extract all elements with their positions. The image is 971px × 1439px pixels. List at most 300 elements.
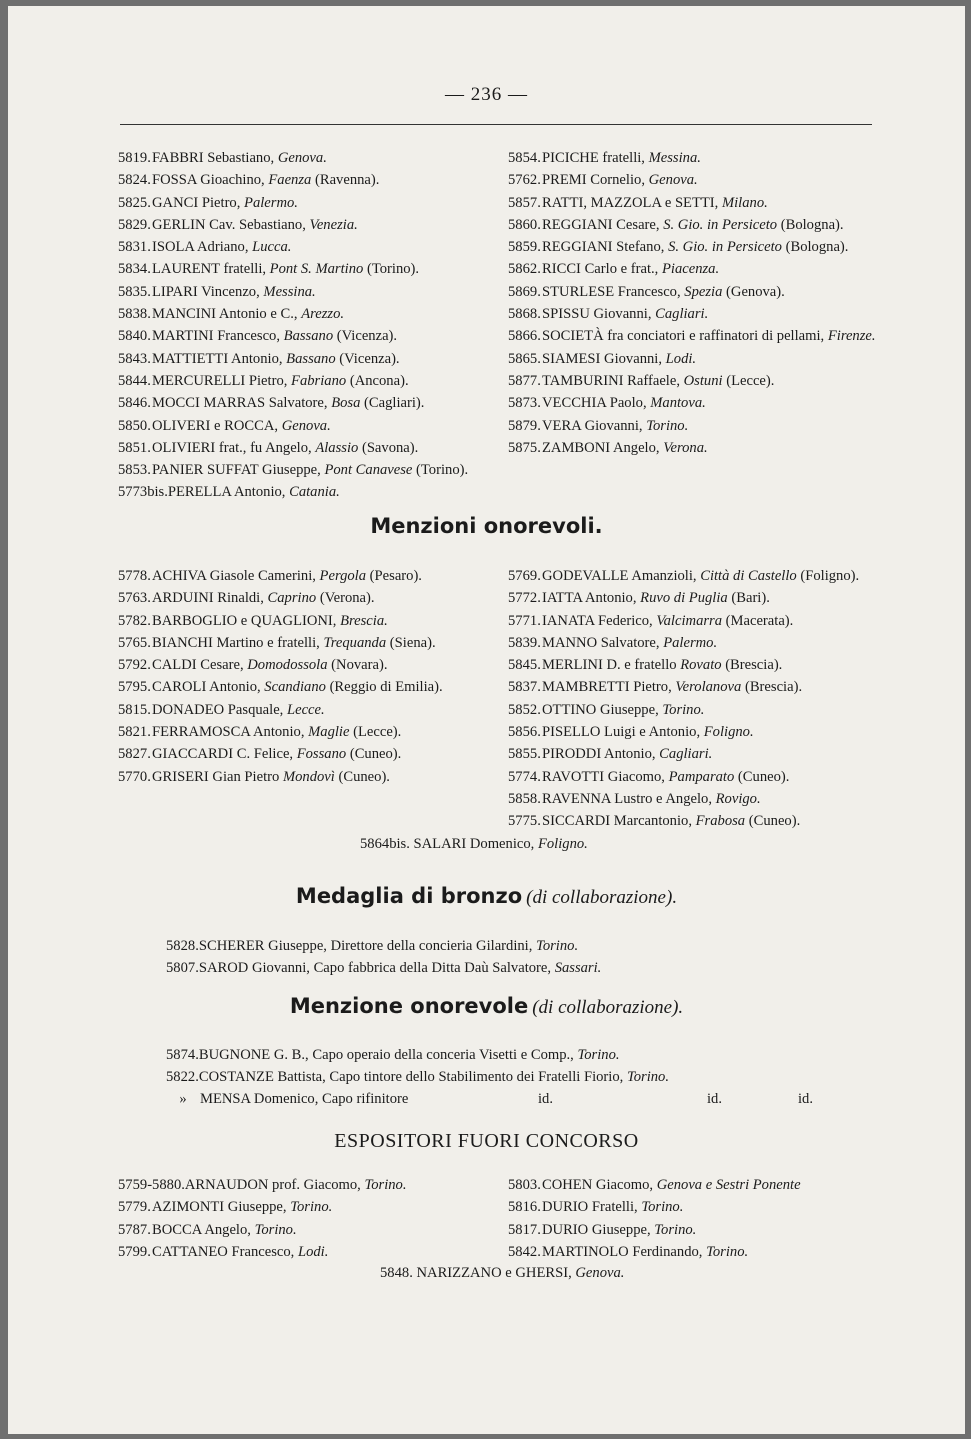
mensa-id-2: id.: [707, 1091, 722, 1107]
entry-place: Faenza: [268, 172, 312, 189]
entry-province: (Cuneo).: [334, 768, 390, 785]
entry-place: Fossano: [296, 746, 347, 763]
entry-place: Sassari.: [554, 960, 602, 977]
exhibitor-list-right: [508, 147, 878, 459]
entry-name: PANIER SUFFAT Giuseppe,: [152, 462, 325, 479]
entry-place: Frabosa: [695, 813, 746, 830]
entry-name: BARBOGLIO e QUAGLIONI,: [152, 612, 341, 629]
entry-name: RATTI, MAZZOLA e SETTI,: [542, 194, 722, 211]
entry-number: 5837.: [508, 679, 541, 696]
entry-number: 5819.: [118, 150, 151, 166]
entry-name: GRISERI Gian Pietro: [152, 768, 283, 785]
entry-place: Rovato: [680, 657, 722, 674]
entry-number: 5834.: [118, 261, 151, 278]
entry-number: 5853.: [118, 462, 151, 479]
list-item: [118, 610, 490, 632]
entry-place: Caprino: [267, 590, 317, 607]
menzioni-list-left: [118, 565, 490, 788]
entry-number: 5763.: [118, 590, 151, 607]
menzione-list: [166, 1044, 669, 1089]
entry-number: 5856.: [508, 724, 541, 741]
entry-name: PREMI Cornelio,: [542, 172, 649, 189]
entry-province: (Verona).: [316, 590, 375, 607]
entry-province: (Foligno).: [796, 568, 860, 584]
entry-place: Verolanova: [675, 679, 742, 696]
entry-place: S. Gio. in Persiceto: [668, 239, 782, 256]
list-item: [508, 610, 878, 632]
list-item: [118, 258, 490, 280]
entry-place: Arezzo.: [301, 306, 345, 323]
mensa-marker: »: [179, 1091, 187, 1107]
entry-number: 5854.: [508, 150, 541, 166]
entry-number: 5774.: [508, 768, 541, 785]
entry-place: Bassano: [283, 328, 334, 345]
list-item: [508, 587, 878, 609]
entry-number: 5840.: [118, 328, 151, 345]
entry-place: Genova.: [648, 172, 698, 189]
header-rule: [120, 124, 872, 125]
entry-name: ISOLA Adriano,: [152, 239, 253, 256]
list-item: [118, 392, 490, 414]
entry-place: Palermo.: [663, 634, 718, 651]
entry-name: LAURENT fratelli,: [152, 261, 270, 278]
entry-number: 5868.: [508, 306, 541, 323]
entry-name: PERELLA Antonio,: [167, 484, 290, 501]
entry-place: Torino.: [706, 1243, 749, 1260]
entry-name: CAROLI Antonio,: [152, 679, 265, 696]
entry-name: DURIO Giuseppe,: [542, 1221, 655, 1238]
entry-number: 5857.: [508, 194, 541, 211]
list-item: [166, 957, 601, 979]
medaglia-heading-title: Medaglia di bronzo: [295, 884, 523, 908]
entry-province: (Cuneo).: [346, 746, 402, 763]
entry-province: (Lecce).: [349, 724, 402, 741]
entry-place: Pont Canavese: [324, 462, 413, 479]
entry-number: 5770.: [118, 768, 151, 785]
entry-name: VERA Giovanni,: [542, 417, 647, 434]
list-item: [118, 147, 490, 169]
entry-number: 5795.: [118, 679, 151, 696]
mensa-id-1: id.: [538, 1091, 553, 1107]
medaglia-heading-sub: (di collaborazione).: [526, 887, 678, 908]
mensa-id-3: id.: [798, 1091, 813, 1107]
entry-name: PIRODDI Antonio,: [542, 746, 660, 763]
entry-place: Trequanda: [323, 634, 387, 651]
exhibitor-list-left: [118, 147, 490, 504]
entry-number: 5879.: [508, 417, 541, 434]
entry-name: TAMBURINI Raffaele,: [542, 372, 684, 389]
entry-number: 5844.: [118, 372, 151, 389]
entry-name: OLIVIERI frat., fu Angelo,: [152, 439, 316, 456]
entry-place: Palermo.: [244, 194, 298, 211]
entry-province: (Vicenza).: [335, 350, 400, 367]
entry-number: 5828.: [166, 938, 199, 954]
entry-number: 5869.: [508, 283, 541, 300]
list-item: [508, 1219, 888, 1241]
list-item: [118, 565, 490, 587]
entry-number: 5822.: [166, 1069, 199, 1086]
list-item: [508, 654, 878, 676]
list-item: [508, 258, 878, 280]
entry-place: Ostuni: [683, 372, 723, 389]
list-item: [508, 325, 878, 347]
list-item: [508, 147, 878, 169]
entry-place: Torino.: [364, 1177, 407, 1193]
list-item: [118, 676, 490, 698]
entry-place: Brescia.: [340, 612, 388, 629]
list-item: [118, 370, 490, 392]
menzione-heading: [8, 994, 965, 1019]
list-item: [118, 437, 490, 459]
entry-number: 5772.: [508, 590, 541, 607]
entry-number: 5858.: [508, 790, 541, 807]
entry-name: AZIMONTI Giuseppe,: [152, 1199, 291, 1216]
entry-number: 5779.: [118, 1199, 151, 1216]
entry-place: Torino.: [577, 1047, 620, 1063]
entry-name: COSTANZE Battista, Capo tintore dello Stabilimento dei Fratelli Fiorio,: [198, 1069, 627, 1086]
page-number: — 236 —: [445, 84, 528, 105]
entry-name: LIPARI Vincenzo,: [152, 283, 264, 300]
list-item: [508, 281, 878, 303]
entry-name: MOCCI MARRAS Salvatore,: [152, 395, 332, 412]
entry-name: FERRAMOSCA Antonio,: [152, 724, 309, 741]
entry-name: GERLIN Cav. Sebastiano,: [152, 216, 310, 233]
entry-name: OLIVERI e ROCCA,: [152, 417, 282, 434]
list-item: [118, 459, 490, 481]
entry-province: (Siena).: [386, 634, 436, 651]
entry-place: Torino.: [254, 1221, 297, 1238]
entry-place: Torino.: [290, 1199, 333, 1216]
entry-name: COHEN Giacomo,: [542, 1177, 657, 1193]
entry-number: 5845.: [508, 657, 541, 674]
entry-name: MERCURELLI Pietro,: [152, 372, 292, 389]
entry-number: 5860.: [508, 216, 541, 233]
list-item: [508, 437, 878, 459]
list-item: [118, 766, 490, 788]
entry-number: 5835.: [118, 283, 151, 300]
mensa-text: MENSA Domenico, Capo rifinitore: [200, 1091, 409, 1107]
list-item: [508, 303, 878, 325]
list-item: [118, 743, 490, 765]
entry-number: 5839.: [508, 634, 541, 651]
list-item: [508, 699, 878, 721]
entry-place: Mantova.: [650, 395, 706, 412]
list-item: [166, 1044, 669, 1066]
entry-number: 5875.: [508, 439, 541, 456]
entry-name: DURIO Fratelli,: [542, 1199, 642, 1216]
entry-place: Torino.: [662, 701, 705, 718]
entry-place: Torino.: [654, 1221, 697, 1238]
entry-place: Firenze.: [827, 328, 876, 345]
entry-place: Verona.: [663, 439, 708, 456]
entry-place: Fabriano: [291, 372, 347, 389]
list-item: [118, 632, 490, 654]
entry-number: 5803.: [508, 1177, 541, 1193]
entry-place: Lucca.: [252, 239, 292, 256]
entry-number: 5771.: [508, 612, 541, 629]
entry-number: 5859.: [508, 239, 541, 256]
entry-name: NARIZZANO e GHERSI,: [416, 1265, 576, 1281]
entry-place: Messina.: [648, 150, 701, 166]
entry-name: GIACCARDI C. Felice,: [152, 746, 297, 763]
entry-number: 5821.: [118, 724, 151, 741]
entry-number: 5866.: [508, 328, 541, 345]
entry-name: VECCHIA Paolo,: [542, 395, 651, 412]
list-item: [508, 565, 878, 587]
entry-place: Bosa: [331, 395, 361, 412]
entry-place: Lodi.: [665, 350, 697, 367]
list-item: [118, 1241, 498, 1263]
list-item: [118, 214, 490, 236]
entry-name: ZAMBONI Angelo,: [542, 439, 664, 456]
entry-place: Piacenza.: [661, 261, 720, 278]
entry-number: 5846.: [118, 395, 151, 412]
entry-province: (Lecce).: [722, 372, 775, 389]
entry-name: PICICHE fratelli,: [542, 150, 649, 166]
list-item: [508, 766, 878, 788]
list-item: [508, 632, 878, 654]
menzione-heading-sub: (di collaborazione).: [532, 997, 684, 1018]
entry-number: 5827.: [118, 746, 151, 763]
entry-province: (Torino).: [363, 261, 420, 278]
entry-province: (Genova).: [722, 283, 785, 300]
list-item: [508, 415, 878, 437]
entry-place: Pamparato: [668, 768, 735, 785]
entry-place: Cagliari.: [659, 746, 713, 763]
entry-name: GANCI Pietro,: [152, 194, 245, 211]
entry-number: 5824.: [118, 172, 151, 189]
entry-number: 5787.: [118, 1221, 151, 1238]
entry-province: (Savona).: [358, 439, 419, 456]
list-item: [118, 192, 490, 214]
entry-number: 5843.: [118, 350, 151, 367]
list-item: [118, 415, 490, 437]
entry-number: 5851.: [118, 439, 151, 456]
entry-province: (Ravenna).: [311, 172, 380, 189]
entry-place: Foligno.: [537, 836, 588, 852]
list-item: [118, 699, 490, 721]
entry-place: Genova.: [281, 417, 331, 434]
entry-name: BOCCA Angelo,: [152, 1221, 255, 1238]
espositori-list-left: [118, 1174, 498, 1263]
list-item: [118, 1219, 498, 1241]
entry-number: 5782.: [118, 612, 151, 629]
entry-place: Genova e Sestri Ponente: [656, 1177, 801, 1193]
entry-province: (Macerata).: [722, 612, 794, 629]
entry-place: Torino.: [536, 938, 579, 954]
list-item: [508, 743, 878, 765]
entry-name: PISELLO Luigi e Antonio,: [542, 724, 704, 741]
entry-province: (Cuneo).: [734, 768, 790, 785]
list-item: [508, 1196, 888, 1218]
entry-number: 5769.: [508, 568, 541, 584]
entry-number: 5775.: [508, 813, 541, 830]
entry-name: MERLINI D. e fratello: [542, 657, 681, 674]
entry-place: Venezia.: [309, 216, 358, 233]
entry-number: 5829.: [118, 216, 151, 233]
espositori-heading: ESPOSITORI FUORI CONCORSO: [334, 1130, 639, 1152]
entry-place: Pont S. Martino: [269, 261, 364, 278]
entry-name: MARTINI Francesco,: [152, 328, 284, 345]
entry-number: 5877.: [508, 372, 541, 389]
entry-number: 5799.: [118, 1243, 151, 1260]
entry-province: (Novara).: [327, 657, 388, 674]
entry-number: 5792.: [118, 657, 151, 674]
entry-place: Spezia: [684, 283, 723, 300]
list-item: [508, 169, 878, 191]
entry-number: 5873.: [508, 395, 541, 412]
entry-province: (Torino).: [412, 462, 469, 479]
entry-place: Alassio: [315, 439, 359, 456]
entry-name: RAVOTTI Giacomo,: [542, 768, 669, 785]
entry-name: RICCI Carlo e frat.,: [542, 261, 662, 278]
list-item: [118, 348, 490, 370]
list-item: [508, 788, 878, 810]
entry-place: Scandiano: [264, 679, 326, 696]
entry-name: BUGNONE G. B., Capo operaio della conceria Visetti e Comp.,: [198, 1047, 578, 1063]
entry-province: (Vicenza).: [333, 328, 398, 345]
entry-place: Lecce.: [286, 701, 325, 718]
menzioni-center-entry: [360, 836, 588, 853]
entry-place: S. Gio. in Persiceto: [663, 216, 778, 233]
entry-place: Torino.: [641, 1199, 684, 1216]
entry-number: 5842.: [508, 1243, 541, 1260]
list-item: [118, 1174, 498, 1196]
list-item: [118, 303, 490, 325]
entry-place: Messina.: [263, 283, 316, 300]
list-item: [118, 1196, 498, 1218]
espositori-list-right: [508, 1174, 888, 1263]
entry-place: Bassano: [286, 350, 336, 367]
entry-name: CATTANEO Francesco,: [152, 1243, 298, 1260]
entry-number: 5816.: [508, 1199, 541, 1216]
entry-place: Torino.: [626, 1069, 669, 1086]
entry-name: SAROD Giovanni, Capo fabbrica della Ditta Daù Salvatore,: [198, 960, 555, 977]
menzione-heading-title: Menzione onorevole: [289, 994, 529, 1018]
entry-name: RAVENNA Lustro e Angelo,: [542, 790, 716, 807]
entry-name: STURLESE Francesco,: [542, 283, 685, 300]
entry-name: SOCIETÀ fra conciatori e raffinatori di pellami,: [542, 328, 828, 345]
entry-place: Foligno.: [703, 724, 754, 741]
entry-number: 5864bis.: [360, 836, 414, 852]
list-item: [508, 721, 878, 743]
entry-name: MARTINOLO Ferdinando,: [542, 1243, 707, 1260]
entry-name: MAMBRETTI Pietro,: [542, 679, 676, 696]
entry-place: Cagliari.: [655, 306, 709, 323]
entry-place: Rovigo.: [715, 790, 761, 807]
entry-place: Valcimarra: [656, 612, 723, 629]
entry-place: Torino.: [646, 417, 689, 434]
mensa-line: [166, 1088, 866, 1110]
entry-number: 5838.: [118, 306, 151, 323]
list-item: [118, 481, 490, 503]
entry-place: Pergola: [319, 568, 367, 584]
entry-name: SIAMESI Giovanni,: [542, 350, 666, 367]
list-item: [118, 281, 490, 303]
list-item: [118, 169, 490, 191]
entry-name: FOSSA Gioachino,: [152, 172, 269, 189]
list-item: [166, 935, 601, 957]
entry-place: Maglie: [308, 724, 350, 741]
entry-name: MANNO Salvatore,: [542, 634, 664, 651]
entry-place: Genova.: [575, 1265, 625, 1281]
entry-number: 5807.: [166, 960, 199, 977]
entry-name: OTTINO Giuseppe,: [542, 701, 663, 718]
entry-name: SALARI Domenico,: [413, 836, 538, 852]
list-item: [508, 1241, 888, 1263]
entry-place: Catania.: [289, 484, 340, 501]
list-item: [508, 810, 878, 832]
medaglia-list: [166, 935, 601, 980]
entry-place: Milano.: [721, 194, 768, 211]
list-item: [508, 676, 878, 698]
entry-place: Genova.: [277, 150, 327, 166]
list-item: [118, 236, 490, 258]
document-page: [8, 6, 965, 1434]
entry-place: Città di Castello: [700, 568, 797, 584]
entry-name: BIANCHI Martino e fratelli,: [152, 634, 324, 651]
entry-name: ARNAUDON prof. Giacomo,: [184, 1177, 365, 1193]
entry-name: REGGIANI Stefano,: [542, 239, 669, 256]
entry-name: ACHIVA Giasole Camerini,: [152, 568, 320, 584]
entry-number: 5831.: [118, 239, 151, 256]
entry-province: (Cuneo).: [745, 813, 801, 830]
entry-name: SPISSU Giovanni,: [542, 306, 656, 323]
entry-number: 5855.: [508, 746, 541, 763]
entry-province: (Bologna).: [781, 239, 849, 256]
entry-province: (Reggio di Emilia).: [325, 679, 443, 696]
entry-place: Domodossola: [247, 657, 328, 674]
entry-place: Lodi.: [297, 1243, 329, 1260]
entry-name: IANATA Federico,: [542, 612, 657, 629]
list-item: [508, 214, 878, 236]
entry-name: MATTIETTI Antonio,: [152, 350, 287, 367]
entry-number: 5762.: [508, 172, 541, 189]
list-item: [508, 1174, 888, 1196]
entry-place: Ruvo di Puglia: [640, 590, 728, 607]
entry-number: 5773bis.: [118, 484, 168, 501]
entry-province: (Brescia).: [721, 657, 783, 674]
entry-number: 5862.: [508, 261, 541, 278]
entry-number: 5865.: [508, 350, 541, 367]
entry-place: Mondovì: [282, 768, 335, 785]
list-item: [508, 348, 878, 370]
entry-number: 5825.: [118, 194, 151, 211]
list-item: [166, 1066, 669, 1088]
list-item: [118, 325, 490, 347]
entry-number: 5765.: [118, 634, 151, 651]
entry-name: SCHERER Giuseppe, Direttore della concieria Gilardini,: [198, 938, 537, 954]
entry-province: (Cagliari).: [360, 395, 425, 412]
medaglia-heading: [8, 884, 965, 909]
entry-number: 5850.: [118, 417, 151, 434]
entry-name: FABBRI Sebastiano,: [152, 150, 278, 166]
entry-name: DONADEO Pasquale,: [152, 701, 287, 718]
entry-name: MANCINI Antonio e C.,: [152, 306, 302, 323]
entry-name: IATTA Antonio,: [542, 590, 641, 607]
entry-number: 5815.: [118, 701, 151, 718]
list-item: [118, 721, 490, 743]
entry-name: ARDUINI Rinaldi,: [152, 590, 268, 607]
entry-number: 5759-5880.: [118, 1177, 185, 1193]
list-item: [508, 192, 878, 214]
list-item: [118, 587, 490, 609]
list-item: [508, 236, 878, 258]
entry-province: (Ancona).: [346, 372, 409, 389]
list-item: [508, 370, 878, 392]
entry-province: (Pesaro).: [366, 568, 422, 584]
list-item: [508, 392, 878, 414]
